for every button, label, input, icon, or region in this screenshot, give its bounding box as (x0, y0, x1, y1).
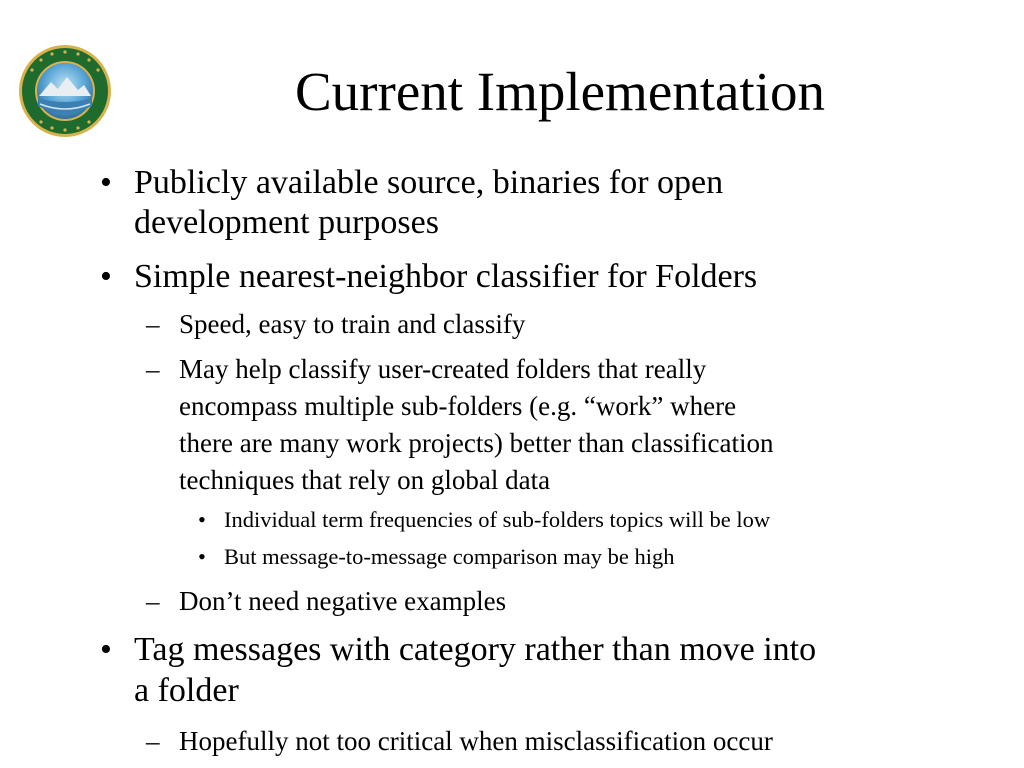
bullet-3-line-1: Tag messages with category rather than move into (134, 631, 817, 668)
sub-bullet-2a: Speed, easy to train and classify (179, 309, 526, 339)
sub-bullet-3a: Hopefully not too critical when misclassification occur (179, 726, 773, 756)
dash-marker: – (146, 354, 160, 384)
bullet-1-line-2: development purposes (134, 204, 439, 241)
slide-title: Current Implementation (295, 61, 825, 122)
small-bullet-marker: • (198, 507, 206, 532)
bullet-2-line-1: Simple nearest-neighbor classifier for Folders (134, 258, 758, 295)
sub-bullet-2b-line-1: May help classify user-created folders that really (179, 354, 707, 384)
bullet-1-line-1: Publicly available source, binaries for open (134, 164, 724, 201)
sub-sub-bullet-2b2: But message-to-message comparison may be high (224, 544, 675, 569)
sub-sub-bullet-2b1: Individual term frequencies of sub-folders topics will be low (224, 507, 771, 532)
bullet-marker: • (100, 164, 112, 201)
sub-bullet-2c: Don’t need negative examples (179, 586, 507, 616)
small-bullet-marker: • (198, 544, 206, 569)
bullet-3-line-2: a folder (134, 672, 239, 709)
sub-bullet-2b-line-2: encompass multiple sub-folders (e.g. “work” where (179, 391, 737, 421)
dash-marker: – (146, 309, 160, 339)
bullet-marker: • (100, 258, 112, 295)
bullet-marker: • (100, 631, 112, 668)
sub-bullet-2b-line-4: techniques that rely on global data (179, 465, 551, 495)
dash-marker: – (146, 726, 160, 756)
dash-marker: – (146, 586, 160, 616)
sub-bullet-2b-line-3: there are many work projects) better than classification (179, 428, 774, 458)
